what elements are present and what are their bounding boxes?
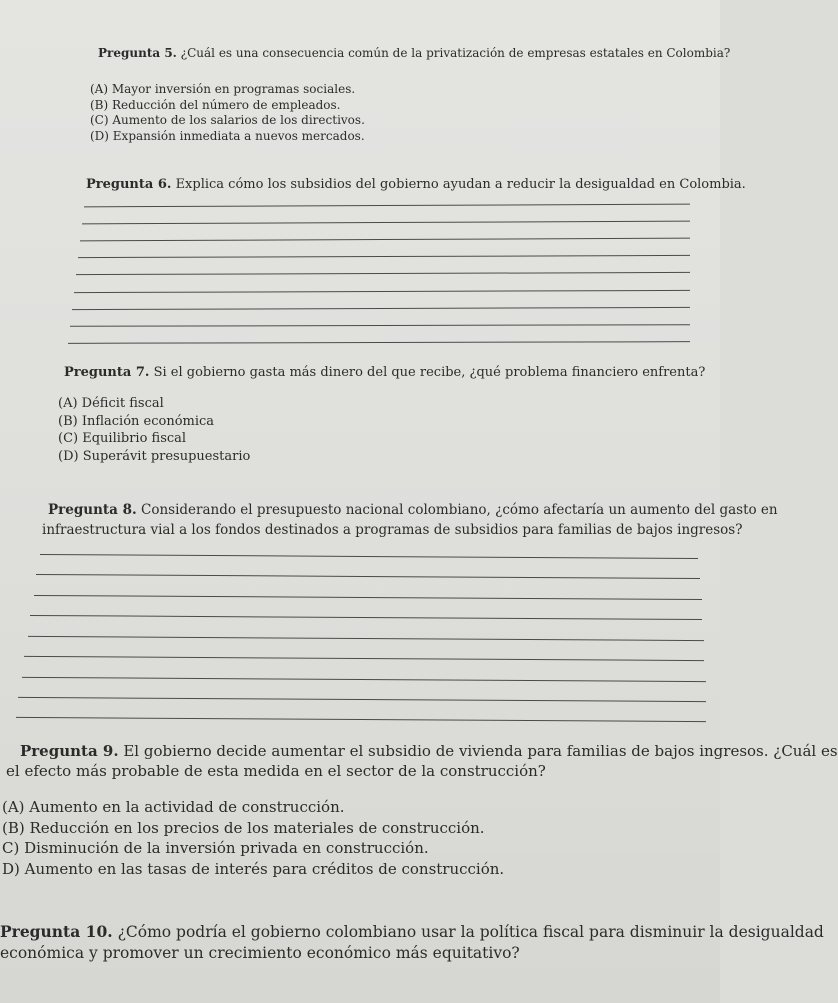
question-5-number: Pregunta 5. — [98, 46, 177, 60]
question-8-line-2: infraestructura vial a los fondos destinados a programas de subsidios para familias de bajos ingresos? — [42, 522, 743, 538]
answer-line — [84, 204, 690, 208]
answer-line — [16, 717, 706, 722]
option-d[interactable]: (D) Expansión inmediata a nuevos mercados. — [90, 128, 365, 143]
answer-line — [68, 341, 690, 344]
question-7-number: Pregunta 7. — [64, 365, 150, 380]
answer-line — [80, 238, 690, 242]
question-8-line-1: Pregunta 8. Considerando el presupuesto nacional colombiano, ¿cómo afectaría un aumento del gasto en — [48, 502, 778, 518]
answer-line — [76, 272, 690, 275]
question-9-line-2: el efecto más probable de esta medida en el sector de la construcción? — [6, 762, 546, 780]
question-9-number: Pregunta 9. — [20, 742, 119, 760]
answer-line — [74, 290, 690, 293]
answer-line — [36, 574, 700, 579]
answer-line — [34, 595, 702, 600]
question-10-line-2: económica y promover un crecimiento económico más equitativo? — [0, 944, 520, 962]
question-7-text: Si el gobierno gasta más dinero del que recibe, ¿qué problema financiero enfrenta? — [153, 365, 706, 380]
question-8 — [42, 500, 778, 540]
answer-line — [72, 307, 690, 310]
question-8-number: Pregunta 8. — [48, 502, 137, 518]
question-5-options — [90, 82, 365, 144]
option-d[interactable]: (D) Superávit presupuestario — [58, 448, 251, 464]
answer-line — [18, 697, 706, 702]
question-7-options — [58, 395, 250, 465]
answer-line — [78, 255, 690, 258]
question-9 — [6, 741, 838, 781]
option-c[interactable]: (C) Equilibrio fiscal — [58, 431, 187, 446]
option-b[interactable]: (B) Reducción del número de empleados. — [90, 97, 341, 112]
question-6-text: Explica cómo los subsidios del gobierno ayudan a reducir la desigualdad en Colombia. — [175, 177, 746, 192]
option-c[interactable]: C) Disminución de la inversión privada en construcción. — [2, 839, 429, 857]
option-d[interactable]: D) Aumento en las tasas de interés para créditos de construcción. — [2, 859, 505, 878]
question-5 — [98, 45, 730, 62]
answer-line — [40, 554, 698, 559]
answer-line — [30, 615, 702, 620]
question-7 — [64, 364, 705, 381]
answer-line — [22, 677, 706, 682]
question-10-line-1: Pregunta 10. ¿Cómo podría el gobierno colombiano usar la política fiscal para disminuir la desigualdad — [0, 922, 824, 941]
question-6-number: Pregunta 6. — [86, 177, 172, 192]
option-c[interactable]: (C) Aumento de los salarios de los directivos. — [90, 113, 365, 127]
question-9-line-1: Pregunta 9. El gobierno decide aumentar el subsidio de vivienda para familias de bajos ingresos. ¿Cuál es — [20, 742, 838, 760]
question-6 — [86, 176, 746, 193]
option-a[interactable]: (A) Aumento en la actividad de construcción. — [2, 798, 345, 816]
question-9-options — [2, 797, 504, 879]
option-a[interactable]: (A) Déficit fiscal — [58, 396, 164, 411]
answer-line — [70, 324, 690, 327]
answer-line — [24, 656, 704, 661]
question-10 — [0, 921, 824, 964]
option-b[interactable]: (B) Inflación económica — [58, 413, 215, 429]
option-b[interactable]: (B) Reducción en los precios de los materiales de construcción. — [2, 818, 485, 837]
question-10-number: Pregunta 10. — [0, 922, 113, 941]
question-5-text: ¿Cuál es una consecuencia común de la privatización de empresas estatales en Colombia? — [180, 46, 731, 60]
option-a[interactable]: (A) Mayor inversión en programas sociales. — [90, 82, 356, 96]
answer-line — [82, 221, 690, 225]
answer-line — [28, 636, 704, 641]
